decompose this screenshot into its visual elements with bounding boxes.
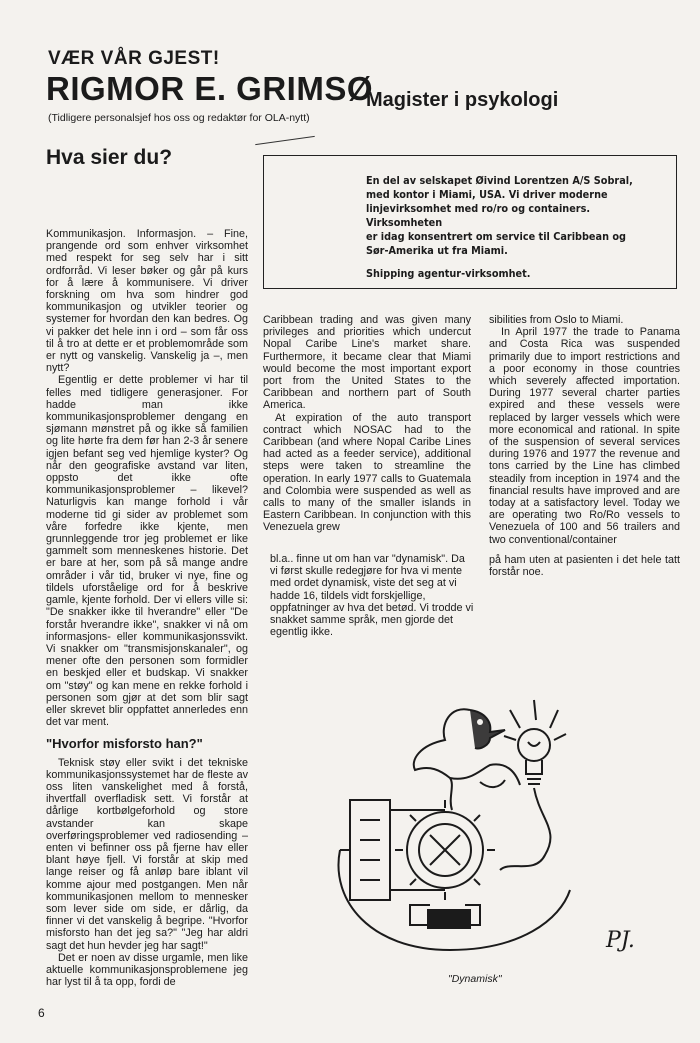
bird-character-icon [414, 709, 520, 810]
paragraph: Teknisk støy eller svikt i det tekniske kommunikasjonssystemet har de fleste av oss liten vanskelighet med å forstå, ihvertfall overfladisk sett. Vi forstår at dårlige kortbølgeforhold og store avstander kan skape overføringsproblemer ved radiosending – enten vi befinner oss på fjerne hav eller blant høye fjell. Vi forstår at skip med lange reiser og få anløp bare iblant vil komme ajour med postgangen. Men når kommunikasjonen mellom to mennesker som lever side om side, er dårlig, da finner vi det vanskelig å begripe. "Hvorfor misforsto han det jeg sa?" "Jeg har aldri sagt det hun hevder jeg har sagt!" [46, 756, 248, 952]
dynamisk-cartoon-illustration [330, 670, 610, 970]
column-3 [489, 314, 680, 578]
paragraph: In April 1977 the trade to Panama and Costa Rica was suspended primarily due to import restrictions and a poor economy in those countries which severely affected importation. During 1977 several charter parties expired and these vessels were replaced by larger vessels which were more economical and rational. In spite of the suspension of several services during 1976 and 1977 the revenue and tons carried by the Line has climbed steadily from inception in 1974 and the financial results have improved and are today at a satisfactory level. Today we are operating two Ro/Ro vessels to Venezuela of 100 and 56 trailers and two conventional/container [489, 326, 680, 546]
box-line: er idag konsentrert om service til Caribbean og [366, 230, 626, 243]
paragraph: sibilities from Oslo to Miami. [489, 314, 624, 326]
kicker-heading: VÆR VÅR GJEST! [48, 48, 220, 69]
paragraph: Egentlig er dette problemer vi har til felles med tidligere generasjoner. For hadde man ikke kommunikasjonsproblemer dengang en sjømann mønstret på og ikke så familien og lite hørte fra dem før han 2-3 år senere igjen befant seg ved hjemlige kyster? Og når den geografiske avstand var liten, oppsto det ikke ofte kommunikasjonsproblemer – likevel? Naturligvis kan mange forhold i vår moderne tid gi sider av problemet som våre forfedre ikke kjente, men grunnleggende tror jeg problemet er like gammelt som menneskenes historie. Det er bare at her, som på så mange andre områder i vår tid, bruker vi nye, fine og tildels uforståelige ord for å beskrive gamle, kjente forhold. Der vi ellers ville si: "De snakker ikke til hverandre" eller "De forstår hverandre ikke", snakker vi nå om informasjons- eller kommunikasjonssvikt. Vi snakker om "transmisjonskanaler", og mener ofte den personen som formidler en beskjed eller et budskap. Vi snakker om "støy" og kan mene en rekke forhold i personen som gjør at det som blir sagt eller skrevet blir oppfattet annerledes enn det var ment. [46, 374, 248, 729]
column-2-overlay [270, 553, 475, 638]
gear-icon [395, 800, 495, 900]
byline: (Tidligere personalsjef hos oss og redaktør for OLA-nytt) [48, 112, 310, 124]
machine-frame [350, 800, 390, 900]
company-info-box [263, 155, 677, 289]
box-line: En del av selskapet Øivind Lorentzen A/S Sobral, [366, 174, 633, 187]
artist-signature: PJ. [606, 928, 635, 953]
paragraph: Caribbean trading and was given many privileges and priorities which undercut Nopal Caribe Line's market share. Furthermore, it became clear that Miami would become the most important export port from the United States to the Caribbean and northern part of South America. [263, 314, 471, 412]
column-1 [46, 228, 248, 988]
paragraph: Kommunikasjon. Informasjon. – Fine, prangende ord som enhver virksomhet med respekt for seg selv har i sitt ordforråd. Vi leser bøker og går på kurs for å lære å kommunisere. Vi driver forskning om hva som hindrer god kommunikasjon og utvikler teorier og systemer for hvordan den kan bedres. Og vi pakker det hele inn i ord – som får oss til å tro at dette er et problemområde som er nytt og vanskelig. Vanskelig ja –, men nytt? [46, 228, 248, 375]
column-2 [263, 314, 471, 534]
paragraph: Det er noen av disse urgamle, men like aktuelle kommunikasjonsproblemene jeg har lyst til å ta opp, fordi de [46, 951, 248, 989]
paragraph: på ham uten at pasienten i det hele tatt forstår noe. [489, 553, 680, 579]
paragraph: bl.a.. finne ut om han var "dynamisk". Da vi først skulle redegjøre for hva vi mente med ordet dynamisk, viste det seg at vi hadde 16, tildels vidt forskjellige, oppfatninger av hva det betød. Vi trodde vi snakket samme språk, men gjorde det egentlig ikke. [270, 553, 474, 639]
box-line: med kontor i Miami, USA. Vi driver moderne [366, 188, 608, 201]
box-line: Sør-Amerika ut fra Miami. [366, 244, 508, 257]
author-title: Magister i psykologi [366, 89, 559, 111]
box-tagline: Shipping agentur-virksomhet. [366, 267, 531, 280]
decorative-rule [255, 136, 315, 145]
illustration-caption: "Dynamisk" [448, 973, 502, 985]
author-name: RIGMOR E. GRIMSØ [46, 70, 374, 107]
article-title: Hva sier du? [46, 146, 173, 169]
page-number: 6 [38, 1006, 45, 1020]
subheading: "Hvorfor misforsto han?" [46, 736, 203, 752]
box-line: linjevirksomhet med ro/ro og containers. Virksomheten [366, 202, 591, 229]
paragraph: At expiration of the auto transport contract which NOSAC had to the Caribbean (and where Nopal Caribe Lines had acted as a feeder service), additional steps were taken to streamline the operation. In early 1977 calls to Guatemala and Colombia were suspended as well as calls to many of the smaller islands in Eastern Caribbean. In conjunction with this Venezuela grew [263, 411, 471, 534]
